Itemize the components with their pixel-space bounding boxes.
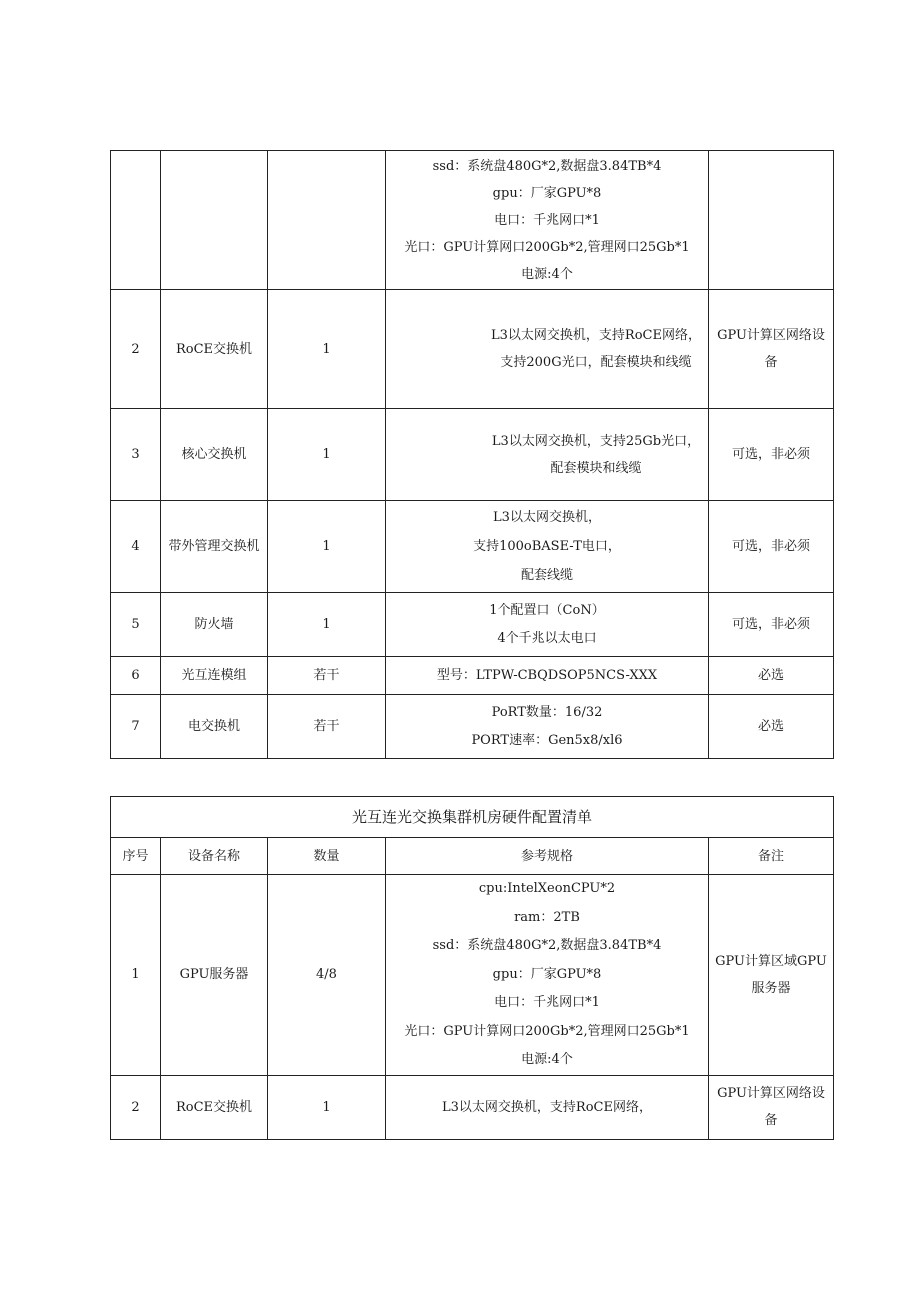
spec-line: PORT速率：Gen5x8∕xl6	[471, 732, 623, 748]
spec-line: L3以太网交换机，支持25Gb光口，	[491, 433, 701, 449]
quantity: 1	[268, 501, 386, 593]
remark-line: GPU计算区网络设	[717, 328, 825, 343]
device-name: GPU服务器	[161, 875, 268, 1076]
remark: 可选，非必须	[709, 501, 834, 593]
device-name: 防火墙	[161, 593, 268, 657]
quantity: 1	[268, 593, 386, 657]
spec-cell: 型号：LTPW-CBQDSOP5NCS-XXX	[386, 657, 709, 695]
quantity: 4/8	[268, 875, 386, 1076]
quantity: 1	[268, 409, 386, 501]
spec-cell	[386, 151, 709, 290]
device-name: 核心交换机	[161, 409, 268, 501]
spec-line: cpu:IntelXeonCPU*2	[478, 881, 616, 896]
remark	[709, 875, 834, 1076]
spec-line: gpu：厂家GPU*8	[492, 185, 602, 201]
row-number: 3	[111, 409, 161, 501]
remark-line: GPU计算区域GPU	[715, 953, 827, 969]
remark: 可选，非必须	[709, 593, 834, 657]
quantity: 1	[268, 1075, 386, 1139]
remark-line: 服务器	[751, 980, 791, 996]
row-number: 4	[111, 501, 161, 593]
remark	[709, 290, 834, 409]
row-number: 5	[111, 593, 161, 657]
quantity: 若干	[268, 695, 386, 759]
spec-line: ram：2TB	[514, 909, 580, 925]
spec-cell	[386, 695, 709, 759]
spec-line: L3以太网交换机，	[493, 510, 601, 525]
spec-line: 电源:4个	[521, 266, 573, 282]
device-name: 光互连模组	[161, 657, 268, 695]
device-name: RoCE交换机	[161, 1075, 268, 1139]
spec-line: 1个配置口（CoN）	[489, 602, 605, 618]
spec-line: 电口：千兆网口*1	[494, 995, 600, 1010]
row-number: 6	[111, 657, 161, 695]
device-name: RoCE交换机	[161, 290, 268, 409]
spec-cell	[386, 501, 709, 593]
spec-cell	[386, 593, 709, 657]
table-row	[111, 875, 834, 1076]
remark: 可选，非必须	[709, 409, 834, 501]
table-row	[111, 695, 834, 759]
remark: 必选	[709, 657, 834, 695]
spec-cell	[386, 290, 709, 409]
table-row	[111, 409, 834, 501]
remark	[709, 151, 834, 290]
spec-line: ssd：系统盘480G*2,数据盘3.84TB*4	[432, 938, 662, 953]
header-spec: 参考规格	[386, 838, 709, 875]
row-number: 1	[111, 875, 161, 1076]
table-row	[111, 593, 834, 657]
remark-line: 备	[764, 1113, 778, 1128]
spec-line: 4个千兆以太电口	[497, 630, 597, 646]
spec-line: 光口：GPU计算网口200Gb*2,管理网口25Gb*1	[404, 1023, 690, 1039]
header-remark: 备注	[709, 838, 834, 875]
spec-line: gpu：厂家GPU*8	[492, 966, 602, 982]
spec-line: 电源:4个	[521, 1052, 573, 1067]
spec-line: 支持200G光口，配套模块和线缆	[500, 355, 692, 370]
table-row	[111, 1075, 834, 1139]
table-title-row	[111, 797, 834, 838]
spec-line: 光口：GPU计算网口200Gb*2,管理网口25Gb*1	[404, 239, 690, 255]
row-number	[111, 151, 161, 290]
spec-line: 电口：千兆网口*1	[494, 212, 600, 228]
quantity: 1	[268, 290, 386, 409]
header-no: 序号	[111, 838, 161, 875]
header-name: 设备名称	[161, 838, 268, 875]
table-title: 光互连光交换集群机房硬件配置清单	[111, 797, 834, 838]
quantity: 若干	[268, 657, 386, 695]
device-name: 带外管理交换机	[161, 501, 268, 593]
spec-cell: L3以太网交换机，支持RoCE网络，	[386, 1075, 709, 1139]
remark-line: GPU计算区网络设	[717, 1086, 825, 1101]
row-number: 7	[111, 695, 161, 759]
hardware-config-table	[110, 796, 834, 1140]
table-row	[111, 290, 834, 409]
spec-line: 支持100oBASE-T电口，	[473, 539, 621, 554]
table-row	[111, 501, 834, 593]
spec-cell	[386, 409, 709, 501]
row-number: 2	[111, 1075, 161, 1139]
table-header-row	[111, 838, 834, 875]
spec-line: PoRT数量：16/32	[491, 704, 603, 720]
spec-line: L3以太网交换机，支持RoCE网络，	[491, 328, 701, 343]
remark-line: 备	[764, 355, 778, 370]
quantity	[268, 151, 386, 290]
remark: 必选	[709, 695, 834, 759]
device-name	[161, 151, 268, 290]
table-row	[111, 151, 834, 290]
row-number: 2	[111, 290, 161, 409]
spec-line: 配套模块和线缆	[550, 460, 642, 476]
remark	[709, 1075, 834, 1139]
device-name: 电交换机	[161, 695, 268, 759]
header-qty: 数量	[268, 838, 386, 875]
spec-cell	[386, 875, 709, 1076]
table-row	[111, 657, 834, 695]
config-table-continuation	[110, 150, 834, 759]
spec-line: 配套线缆	[520, 568, 573, 583]
spec-line: ssd：系统盘480G*2,数据盘3.84TB*4	[432, 158, 662, 174]
